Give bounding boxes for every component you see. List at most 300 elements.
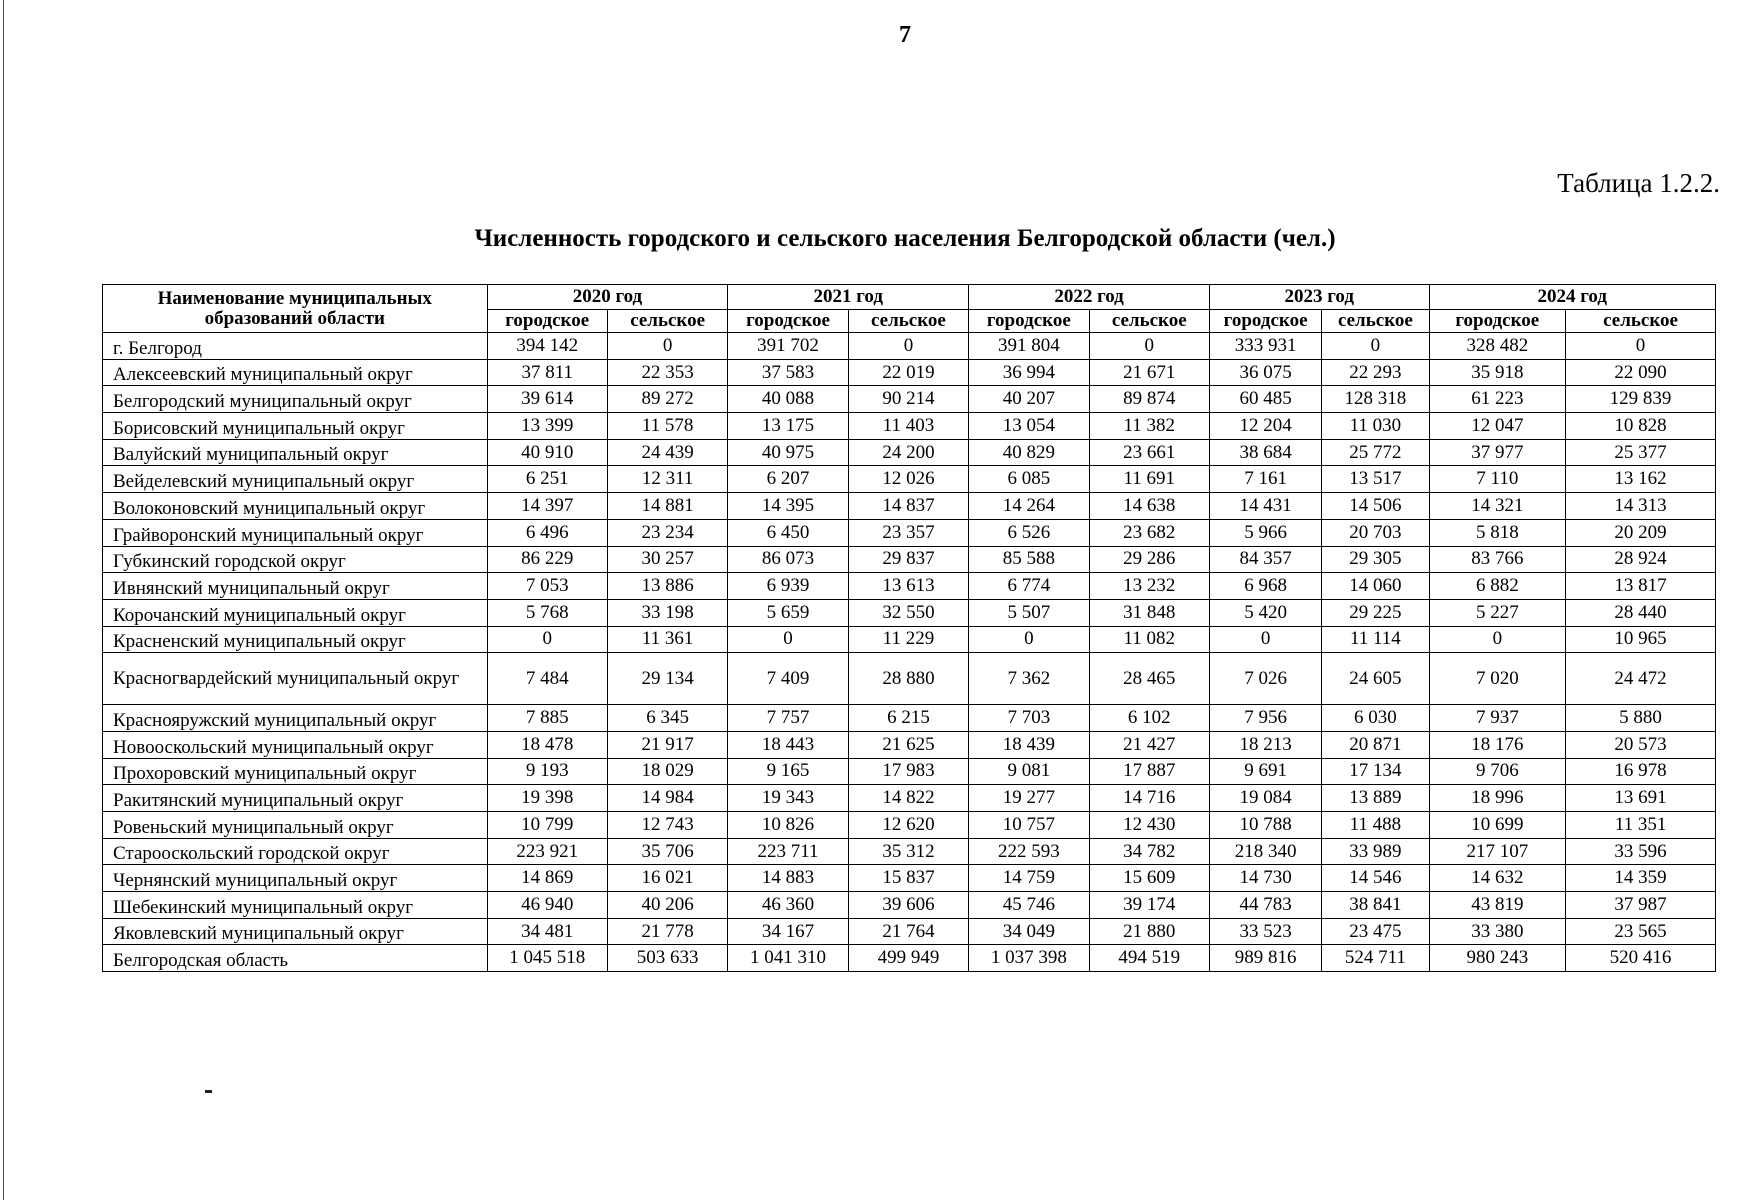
year-header: 2024 год [1429,285,1715,310]
rural-value-cell: 35 312 [848,838,968,865]
rural-header: сельское [1566,310,1716,333]
urban-value-cell: 7 020 [1429,653,1566,705]
urban-value-cell: 18 176 [1429,731,1566,758]
region-name-cell: Красненский муниципальный округ [103,626,488,653]
table-row [103,731,1716,758]
urban-value-cell: 0 [969,626,1089,653]
year-header: 2023 год [1209,285,1429,310]
region-name-cell: Шебекинский муниципальный округ [103,892,488,919]
urban-value-cell: 217 107 [1429,838,1566,865]
rural-value-cell: 22 293 [1322,359,1429,386]
urban-value-cell: 0 [1429,626,1566,653]
region-name-cell: Красногвардейский муниципальный округ [103,653,488,705]
urban-value-cell: 36 075 [1209,359,1321,386]
urban-value-cell: 5 420 [1209,599,1321,626]
population-table [102,284,1716,972]
urban-header: городское [969,310,1089,333]
rural-value-cell: 13 691 [1566,785,1716,812]
rural-value-cell: 494 519 [1089,945,1209,972]
urban-header: городское [1429,310,1566,333]
rural-value-cell: 24 605 [1322,653,1429,705]
region-name-cell: Грайворонский муниципальный округ [103,519,488,546]
urban-value-cell: 0 [1209,626,1321,653]
rural-value-cell: 6 345 [607,705,727,732]
urban-value-cell: 223 921 [487,838,607,865]
urban-value-cell: 10 757 [969,812,1089,839]
urban-value-cell: 14 869 [487,865,607,892]
urban-value-cell: 7 484 [487,653,607,705]
urban-value-cell: 40 975 [728,439,848,466]
urban-value-cell: 61 223 [1429,386,1566,413]
urban-value-cell: 328 482 [1429,333,1566,360]
urban-value-cell: 14 431 [1209,493,1321,520]
urban-value-cell: 13 399 [487,413,607,440]
rural-value-cell: 21 427 [1089,731,1209,758]
urban-value-cell: 83 766 [1429,546,1566,573]
rural-value-cell: 13 817 [1566,573,1716,600]
urban-value-cell: 333 931 [1209,333,1321,360]
rural-value-cell: 5 880 [1566,705,1716,732]
rural-value-cell: 11 488 [1322,812,1429,839]
table-row [103,493,1716,520]
region-name-cell: Ивнянский муниципальный округ [103,573,488,600]
urban-value-cell: 37 583 [728,359,848,386]
rural-value-cell: 6 215 [848,705,968,732]
rural-value-cell: 35 706 [607,838,727,865]
rural-value-cell: 14 822 [848,785,968,812]
rural-value-cell: 14 881 [607,493,727,520]
rural-value-cell: 33 198 [607,599,727,626]
rural-value-cell: 503 633 [607,945,727,972]
rural-value-cell: 14 837 [848,493,968,520]
rural-value-cell: 25 377 [1566,439,1716,466]
urban-value-cell: 34 167 [728,918,848,945]
urban-value-cell: 14 632 [1429,865,1566,892]
rural-value-cell: 23 661 [1089,439,1209,466]
rural-value-cell: 11 030 [1322,413,1429,440]
region-name-cell: Корочанский муниципальный округ [103,599,488,626]
urban-value-cell: 6 085 [969,466,1089,493]
rural-value-cell: 28 924 [1566,546,1716,573]
rural-value-cell: 13 613 [848,573,968,600]
urban-value-cell: 9 706 [1429,758,1566,785]
region-name-cell: Белгородский муниципальный округ [103,386,488,413]
rural-value-cell: 0 [607,333,727,360]
urban-value-cell: 218 340 [1209,838,1321,865]
table-row [103,626,1716,653]
rural-value-cell: 11 403 [848,413,968,440]
rural-value-cell: 13 517 [1322,466,1429,493]
urban-value-cell: 9 165 [728,758,848,785]
urban-value-cell: 1 045 518 [487,945,607,972]
rural-value-cell: 0 [1566,333,1716,360]
urban-value-cell: 33 523 [1209,918,1321,945]
rural-value-cell: 22 353 [607,359,727,386]
urban-value-cell: 5 768 [487,599,607,626]
rural-value-cell: 14 359 [1566,865,1716,892]
rural-value-cell: 30 257 [607,546,727,573]
rural-value-cell: 20 703 [1322,519,1429,546]
region-name-cell: Старооскольский городской округ [103,838,488,865]
rural-value-cell: 128 318 [1322,386,1429,413]
urban-value-cell: 46 940 [487,892,607,919]
rural-value-cell: 23 234 [607,519,727,546]
rural-value-cell: 20 573 [1566,731,1716,758]
rural-value-cell: 14 546 [1322,865,1429,892]
urban-value-cell: 40 829 [969,439,1089,466]
rural-value-cell: 21 917 [607,731,727,758]
rural-value-cell: 21 778 [607,918,727,945]
urban-value-cell: 12 204 [1209,413,1321,440]
urban-value-cell: 1 037 398 [969,945,1089,972]
rural-value-cell: 11 578 [607,413,727,440]
urban-value-cell: 40 088 [728,386,848,413]
urban-value-cell: 7 110 [1429,466,1566,493]
urban-value-cell: 33 380 [1429,918,1566,945]
rural-value-cell: 28 440 [1566,599,1716,626]
rural-value-cell: 12 311 [607,466,727,493]
region-name-cell: Ракитянский муниципальный округ [103,785,488,812]
rural-value-cell: 89 272 [607,386,727,413]
rural-value-cell: 31 848 [1089,599,1209,626]
rural-value-cell: 25 772 [1322,439,1429,466]
urban-value-cell: 7 026 [1209,653,1321,705]
table-row [103,785,1716,812]
rural-value-cell: 21 671 [1089,359,1209,386]
urban-value-cell: 391 702 [728,333,848,360]
urban-value-cell: 12 047 [1429,413,1566,440]
urban-value-cell: 39 614 [487,386,607,413]
urban-value-cell: 5 227 [1429,599,1566,626]
region-name-cell: Вейделевский муниципальный округ [103,466,488,493]
table-row [103,892,1716,919]
region-column-header: Наименование муниципальных образований области [103,285,488,333]
rural-value-cell: 14 984 [607,785,727,812]
rural-value-cell: 29 305 [1322,546,1429,573]
rural-value-cell: 28 465 [1089,653,1209,705]
rural-header: сельское [1089,310,1209,333]
rural-value-cell: 13 889 [1322,785,1429,812]
rural-value-cell: 33 596 [1566,838,1716,865]
urban-value-cell: 37 977 [1429,439,1566,466]
rural-value-cell: 520 416 [1566,945,1716,972]
rural-value-cell: 0 [848,333,968,360]
rural-value-cell: 6 102 [1089,705,1209,732]
urban-value-cell: 7 885 [487,705,607,732]
urban-value-cell: 10 699 [1429,812,1566,839]
rural-header: сельское [1322,310,1429,333]
rural-value-cell: 23 565 [1566,918,1716,945]
region-name-cell: Волоконовский муниципальный округ [103,493,488,520]
urban-value-cell: 394 142 [487,333,607,360]
region-name-cell: Прохоровский муниципальный округ [103,758,488,785]
rural-value-cell: 20 209 [1566,519,1716,546]
urban-value-cell: 14 883 [728,865,848,892]
table-row [103,546,1716,573]
urban-value-cell: 10 826 [728,812,848,839]
urban-value-cell: 980 243 [1429,945,1566,972]
rural-value-cell: 17 887 [1089,758,1209,785]
table-row [103,838,1716,865]
table-row [103,758,1716,785]
document-title: Численность городского и сельского населения Белгородской области (чел.) [474,225,1336,252]
urban-value-cell: 18 996 [1429,785,1566,812]
rural-value-cell: 20 871 [1322,731,1429,758]
region-name-cell: Новооскольский муниципальный округ [103,731,488,758]
page-number: 7 [899,22,911,48]
urban-value-cell: 19 084 [1209,785,1321,812]
table-row [103,413,1716,440]
region-name-cell: Борисовский муниципальный округ [103,413,488,440]
urban-value-cell: 223 711 [728,838,848,865]
table-row [103,812,1716,839]
urban-value-cell: 9 691 [1209,758,1321,785]
year-header: 2021 год [728,285,969,310]
urban-value-cell: 7 053 [487,573,607,600]
rural-value-cell: 89 874 [1089,386,1209,413]
rural-value-cell: 14 060 [1322,573,1429,600]
rural-value-cell: 39 174 [1089,892,1209,919]
urban-value-cell: 989 816 [1209,945,1321,972]
urban-value-cell: 7 362 [969,653,1089,705]
urban-value-cell: 18 213 [1209,731,1321,758]
rural-value-cell: 11 229 [848,626,968,653]
rural-value-cell: 39 606 [848,892,968,919]
rural-value-cell: 37 987 [1566,892,1716,919]
urban-value-cell: 14 264 [969,493,1089,520]
rural-value-cell: 10 828 [1566,413,1716,440]
urban-value-cell: 40 207 [969,386,1089,413]
urban-value-cell: 6 450 [728,519,848,546]
rural-value-cell: 15 837 [848,865,968,892]
region-name-cell: Ровеньский муниципальный округ [103,812,488,839]
urban-value-cell: 84 357 [1209,546,1321,573]
urban-value-cell: 10 788 [1209,812,1321,839]
rural-value-cell: 14 506 [1322,493,1429,520]
urban-value-cell: 43 819 [1429,892,1566,919]
urban-value-cell: 6 968 [1209,573,1321,600]
rural-value-cell: 17 983 [848,758,968,785]
urban-value-cell: 5 507 [969,599,1089,626]
rural-value-cell: 16 978 [1566,758,1716,785]
rural-value-cell: 499 949 [848,945,968,972]
urban-value-cell: 6 526 [969,519,1089,546]
urban-value-cell: 60 485 [1209,386,1321,413]
urban-value-cell: 13 175 [728,413,848,440]
urban-value-cell: 391 804 [969,333,1089,360]
urban-value-cell: 9 193 [487,758,607,785]
rural-value-cell: 38 841 [1322,892,1429,919]
rural-value-cell: 11 691 [1089,466,1209,493]
urban-value-cell: 0 [487,626,607,653]
urban-value-cell: 19 277 [969,785,1089,812]
rural-value-cell: 16 021 [607,865,727,892]
urban-header: городское [1209,310,1321,333]
urban-value-cell: 14 395 [728,493,848,520]
year-header: 2020 год [487,285,728,310]
rural-value-cell: 12 743 [607,812,727,839]
urban-value-cell: 6 939 [728,573,848,600]
rural-value-cell: 21 880 [1089,918,1209,945]
table-row [103,705,1716,732]
table-row [103,945,1716,972]
region-name-cell: г. Белгород [103,333,488,360]
urban-value-cell: 40 910 [487,439,607,466]
urban-value-cell: 18 439 [969,731,1089,758]
region-name-cell: Алексеевский муниципальный округ [103,359,488,386]
urban-header: городское [728,310,848,333]
rural-value-cell: 28 880 [848,653,968,705]
urban-value-cell: 0 [728,626,848,653]
urban-value-cell: 19 343 [728,785,848,812]
urban-value-cell: 34 049 [969,918,1089,945]
urban-value-cell: 46 360 [728,892,848,919]
rural-value-cell: 12 026 [848,466,968,493]
urban-value-cell: 45 746 [969,892,1089,919]
table-row [103,573,1716,600]
rural-value-cell: 0 [1089,333,1209,360]
rural-value-cell: 11 082 [1089,626,1209,653]
rural-value-cell: 23 682 [1089,519,1209,546]
urban-value-cell: 14 321 [1429,493,1566,520]
rural-value-cell: 32 550 [848,599,968,626]
urban-value-cell: 14 730 [1209,865,1321,892]
rural-value-cell: 129 839 [1566,386,1716,413]
urban-value-cell: 36 994 [969,359,1089,386]
region-name-cell: Краснояружский муниципальный округ [103,705,488,732]
urban-value-cell: 5 818 [1429,519,1566,546]
rural-value-cell: 23 357 [848,519,968,546]
rural-value-cell: 23 475 [1322,918,1429,945]
rural-value-cell: 40 206 [607,892,727,919]
urban-value-cell: 1 041 310 [728,945,848,972]
rural-value-cell: 24 472 [1566,653,1716,705]
table-row [103,865,1716,892]
urban-value-cell: 35 918 [1429,359,1566,386]
rural-value-cell: 29 286 [1089,546,1209,573]
table-row [103,653,1716,705]
urban-value-cell: 18 443 [728,731,848,758]
rural-value-cell: 29 134 [607,653,727,705]
rural-value-cell: 14 313 [1566,493,1716,520]
rural-value-cell: 10 965 [1566,626,1716,653]
rural-value-cell: 34 782 [1089,838,1209,865]
stray-mark [205,1090,212,1093]
rural-value-cell: 11 351 [1566,812,1716,839]
rural-value-cell: 15 609 [1089,865,1209,892]
rural-value-cell: 29 225 [1322,599,1429,626]
urban-value-cell: 222 593 [969,838,1089,865]
rural-header: сельское [848,310,968,333]
rural-value-cell: 6 030 [1322,705,1429,732]
urban-value-cell: 7 409 [728,653,848,705]
rural-value-cell: 17 134 [1322,758,1429,785]
table-row [103,466,1716,493]
rural-value-cell: 12 430 [1089,812,1209,839]
rural-value-cell: 13 162 [1566,466,1716,493]
rural-value-cell: 21 764 [848,918,968,945]
urban-value-cell: 38 684 [1209,439,1321,466]
rural-value-cell: 13 886 [607,573,727,600]
table-row [103,386,1716,413]
urban-value-cell: 9 081 [969,758,1089,785]
page-edge-line [3,0,4,1200]
rural-value-cell: 11 361 [607,626,727,653]
urban-value-cell: 44 783 [1209,892,1321,919]
rural-value-cell: 90 214 [848,386,968,413]
rural-value-cell: 13 232 [1089,573,1209,600]
table-row [103,333,1716,360]
urban-value-cell: 7 161 [1209,466,1321,493]
table-row [103,359,1716,386]
urban-value-cell: 7 937 [1429,705,1566,732]
urban-value-cell: 34 481 [487,918,607,945]
urban-value-cell: 14 759 [969,865,1089,892]
urban-value-cell: 85 588 [969,546,1089,573]
urban-value-cell: 86 229 [487,546,607,573]
urban-value-cell: 6 207 [728,466,848,493]
header-row-years [103,285,1716,310]
urban-value-cell: 18 478 [487,731,607,758]
rural-value-cell: 11 114 [1322,626,1429,653]
year-header: 2022 год [969,285,1210,310]
urban-value-cell: 14 397 [487,493,607,520]
urban-value-cell: 5 659 [728,599,848,626]
rural-value-cell: 29 837 [848,546,968,573]
rural-value-cell: 24 200 [848,439,968,466]
rural-value-cell: 524 711 [1322,945,1429,972]
urban-value-cell: 6 496 [487,519,607,546]
urban-value-cell: 7 757 [728,705,848,732]
rural-value-cell: 11 382 [1089,413,1209,440]
urban-value-cell: 13 054 [969,413,1089,440]
region-name-cell: Белгородская область [103,945,488,972]
urban-value-cell: 7 956 [1209,705,1321,732]
urban-value-cell: 7 703 [969,705,1089,732]
urban-value-cell: 10 799 [487,812,607,839]
rural-value-cell: 14 638 [1089,493,1209,520]
rural-value-cell: 21 625 [848,731,968,758]
rural-value-cell: 14 716 [1089,785,1209,812]
urban-value-cell: 6 774 [969,573,1089,600]
table-row [103,918,1716,945]
region-name-cell: Валуйский муниципальный округ [103,439,488,466]
rural-value-cell: 22 090 [1566,359,1716,386]
rural-value-cell: 24 439 [607,439,727,466]
urban-value-cell: 6 882 [1429,573,1566,600]
region-name-cell: Губкинский городской округ [103,546,488,573]
region-name-cell: Яковлевский муниципальный округ [103,918,488,945]
table-label: Таблица 1.2.2. [1557,168,1720,198]
rural-value-cell: 22 019 [848,359,968,386]
urban-value-cell: 5 966 [1209,519,1321,546]
urban-value-cell: 6 251 [487,466,607,493]
rural-header: сельское [607,310,727,333]
urban-value-cell: 19 398 [487,785,607,812]
table-body [103,333,1716,972]
rural-value-cell: 0 [1322,333,1429,360]
table-row [103,439,1716,466]
region-name-cell: Чернянский муниципальный округ [103,865,488,892]
rural-value-cell: 12 620 [848,812,968,839]
urban-header: городское [487,310,607,333]
rural-value-cell: 33 989 [1322,838,1429,865]
urban-value-cell: 37 811 [487,359,607,386]
urban-value-cell: 86 073 [728,546,848,573]
table-row [103,599,1716,626]
rural-value-cell: 18 029 [607,758,727,785]
table-row [103,519,1716,546]
